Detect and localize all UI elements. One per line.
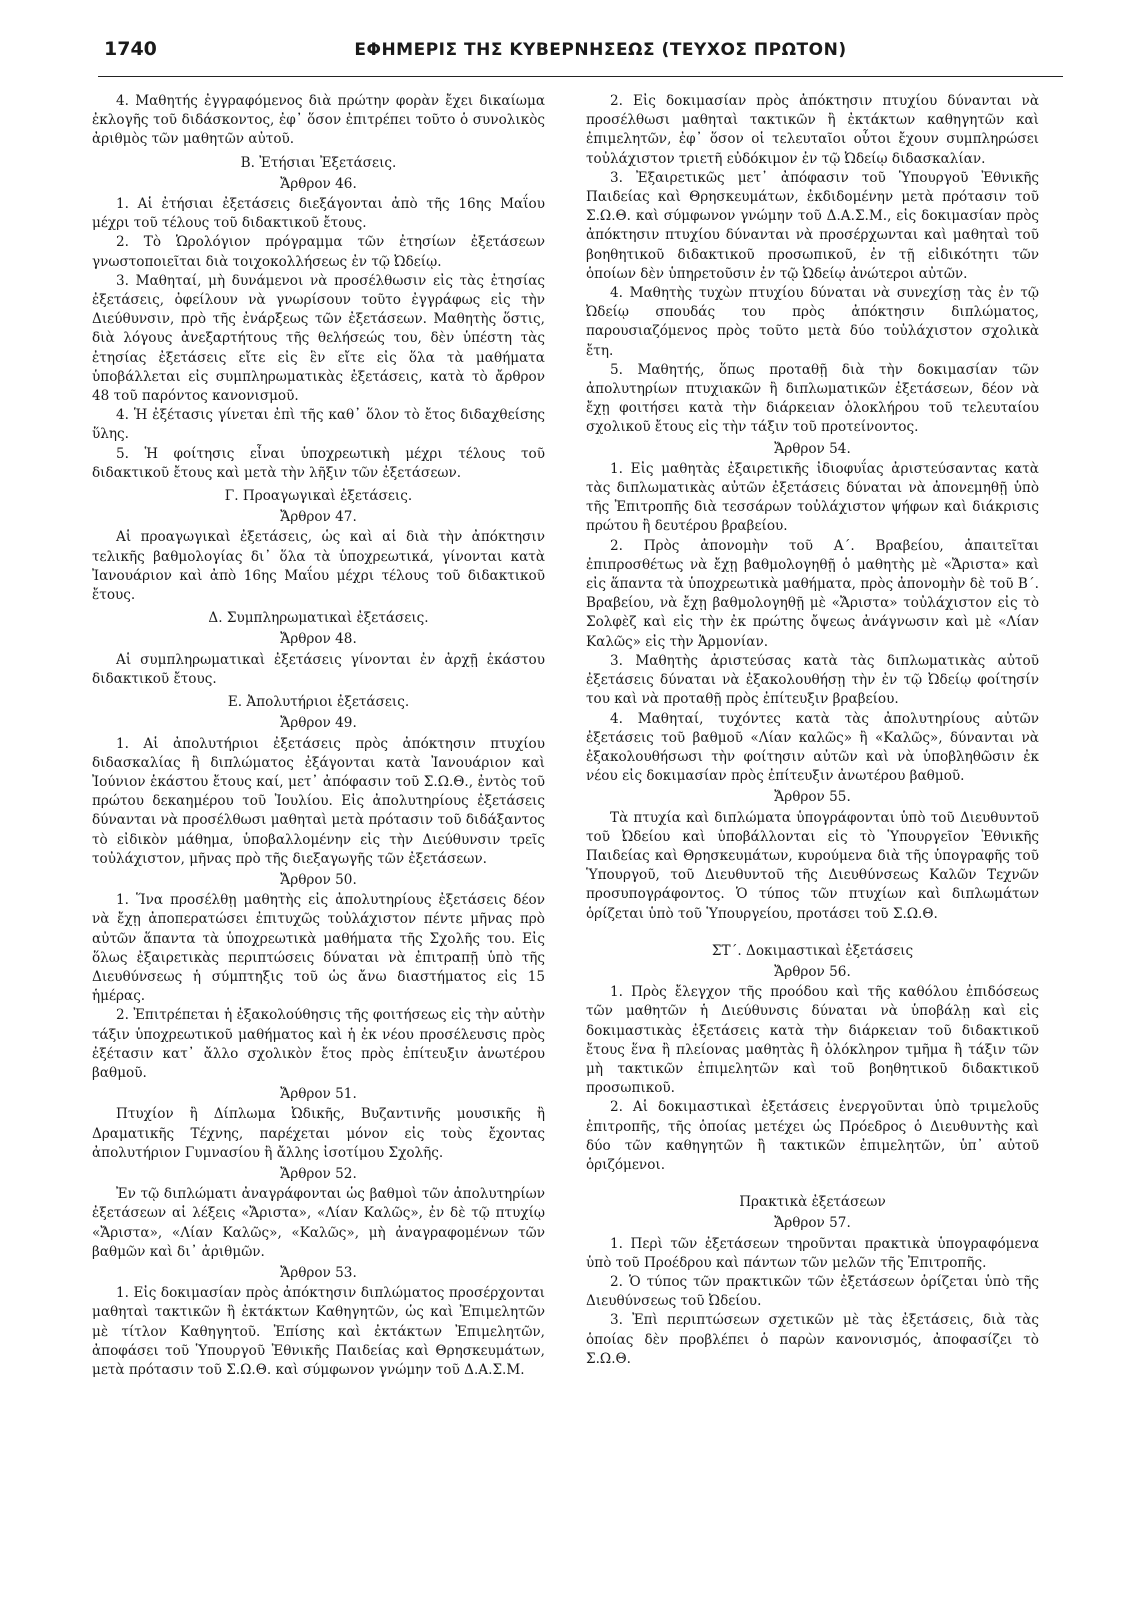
article-heading: Ἄρθρον 47.: [280, 509, 357, 526]
paragraph: 2. Πρὸς ἀπονομὴν τοῦ Α΄. Βραβείου, ἀπαιτεῖται ἐπιπροσθέτως νὰ ἔχῃ βαθμολογηθῇ ὁ μαθητὴς μὲ «Ἄριστα» καὶ εἰς ἅπαντα τὰ ὑποχρεωτικὰ μαθήματα, πρὸς ἀπονομὴν δὲ τοῦ Β΄. Βραβείου, νὰ ἔχῃ βαθμολογηθῇ μὲ «Ἄριστα» τοὐλάχιστον εἰς τὸ Σολφὲζ καὶ εἰς τὴν ἐκ πρώτης ὄψεως ἀνάγνωσιν καὶ μὲ «Λίαν Καλῶς» εἰς τὴν Ἁρμονίαν.: [586, 537, 1039, 650]
paragraph: 1. Πρὸς ἔλεγχον τῆς προόδου καὶ τῆς καθόλου ἐπιδόσεως τῶν μαθητῶν ἡ Διεύθυνσις δύναται νὰ ὑποβάλῃ καὶ εἰς δοκιμαστικὰς ἐξετάσεις κατὰ τὴν διάρκειαν τοῦ διδακτικοῦ ἔτους ἕνα ἢ πλείονας μαθητὰς ἢ ὁλόκληρον τμῆμα ἢ τάξιν τῶν μὴ τακτικῶν ἐπιμελητῶν καὶ τοῦ βοηθητικοῦ διδακτικοῦ προσωπικοῦ.: [586, 984, 1039, 1097]
paragraph: Αἱ συμπληρωματικαὶ ἐξετάσεις γίνονται ἐν ἀρχῇ ἑκάστου διδακτικοῦ ἔτους.: [92, 651, 545, 687]
paragraph: 2. Εἰς δοκιμασίαν πρὸς ἀπόκτησιν πτυχίου δύνανται νὰ προσέλθωσι μαθηταὶ τακτικῶν ἢ ἐκτάκτων καθηγητῶν καὶ ἐπιμελητῶν, ἐφ᾽ ὅσον οἱ τελευταῖοι οὗτοι ἔχουν συμπληρώσει τοὐλάχιστον τριετῆ εὐδόκιμον ἐν τῷ Ὠδείῳ διδασκαλίαν.: [586, 93, 1039, 167]
right-column: [586, 92, 1039, 1369]
paragraph: 1. Αἱ ἐτήσιαι ἐξετάσεις διεξάγονται ἀπὸ τῆς 16ης Μαΐου μέχρι τοῦ τέλους τοῦ διδακτικοῦ ἔτους.: [92, 196, 545, 232]
article-heading: Ἄρθρον 49.: [280, 715, 357, 732]
paragraph: 2. Ἐπιτρέπεται ἡ ἐξακολούθησις τῆς φοιτήσεως εἰς τὴν αὐτὴν τάξιν ὑποχρεωτικοῦ μαθήματος καὶ ἡ ἐκ νέου προσέλευσις πρὸς ἐξέτασιν κατ᾽ ἄλλο σχολικὸν ἔτος πρὸς ἐπίτευξιν ἀνωτέρου βαθμοῦ.: [92, 1007, 545, 1081]
article-heading: Ἄρθρον 54.: [774, 440, 851, 457]
article-heading: Ἄρθρον 57.: [774, 1215, 851, 1232]
paragraph: 3. Μαθηταί, μὴ δυνάμενοι νὰ προσέλθωσιν εἰς τὰς ἐτησίας ἐξετάσεις, ὀφείλουν νὰ γνωρίσουν τοῦτο ἐγγράφως εἰς τὴν Διεύθυνσιν, πρὸ τῆς ἐνάρξεως τῶν ἐξετάσεων. Μαθητὴς ὅστις, διὰ λόγους ἀνεξαρτήτους τῆς θελήσεώς του, δὲν ὑπέστη τὰς ἐτησίας ἐξετάσεις εἴτε εἰς ἓν εἴτε εἰς ὅλα τὰ μαθήματα ὑποβάλλεται εἰς συμπληρωματικὰς ἐξετάσεις, κατὰ τὸ ἄρθρον 48 τοῦ παρόντος κανονισμοῦ.: [92, 272, 545, 405]
paragraph: Πτυχίον ἢ Δίπλωμα Ὠδικῆς, Βυζαντινῆς μουσικῆς ἢ Δραματικῆς Τέχνης, παρέχεται μόνον εἰς τοὺς ἔχοντας ἀπολυτήριον Γυμνασίου ἢ ἄλλης ἰσοτίμου Σχολῆς.: [92, 1106, 545, 1161]
left-column: [92, 92, 545, 1380]
article-heading: Ἄρθρον 48.: [280, 631, 357, 648]
article-heading: Ἄρθρον 50.: [280, 871, 357, 888]
paragraph: 2. Αἱ δοκιμαστικαὶ ἐξετάσεις ἐνεργοῦνται ὑπὸ τριμελοῦς ἐπιτροπῆς, τῆς ὁποίας μετέχει ὡς Πρόεδρος ὁ Διευθυντὴς καὶ δύο τῶν καθηγητῶν ἢ τακτικῶν ἐπιμελητῶν, ὑπ᾽ αὐτοῦ ὁριζόμενοι.: [586, 1099, 1039, 1173]
paragraph: 1. Περὶ τῶν ἐξετάσεων τηροῦνται πρακτικὰ ὑπογραφόμενα ὑπὸ τοῦ Προέδρου καὶ πάντων τῶν μελῶν τῆς Ἐπιτροπῆς.: [586, 1235, 1039, 1271]
section-heading: Ε. Ἀπολυτήριοι ἐξετάσεις.: [227, 694, 410, 711]
paragraph: Ἐν τῷ διπλώματι ἀναγράφονται ὡς βαθμοὶ τῶν ἀπολυτηρίων ἐξετάσεων αἱ λέξεις «Ἄριστα», «Λίαν Καλῶς», ἐν δὲ τῷ πτυχίῳ «Ἄριστα», «Λίαν Καλῶς», «Καλῶς», μὴ ἀναγραφομένων τῶν βαθμῶν καὶ δι᾽ ἀριθμῶν.: [92, 1186, 545, 1260]
article-heading: Ἄρθρον 53.: [280, 1264, 357, 1281]
section-heading: Δ. Συμπληρωματικαὶ ἐξετάσεις.: [208, 610, 429, 627]
section-heading: Πρακτικὰ ἐξετάσεων: [739, 1194, 886, 1211]
paragraph: 1. Εἰς δοκιμασίαν πρὸς ἀπόκτησιν διπλώματος προσέρχονται μαθηταὶ τακτικῶν ἢ ἐκτάκτων Καθηγητῶν, ὡς καὶ Ἐπιμελητῶν μὲ τίτλον Καθηγητοῦ. Ἐπίσης καὶ ἐκτάκτων Ἐπιμελητῶν, ἀποφάσει τοῦ Ὑπουργοῦ Ἐθνικῆς Παιδείας καὶ Θρησκευμάτων, μετὰ πρότασιν τοῦ Σ.Ω.Θ. καὶ σύμφωνον γνώμην τοῦ Δ.Α.Σ.Μ.: [92, 1285, 545, 1378]
paragraph: 3. Μαθητὴς ἀριστεύσας κατὰ τὰς διπλωματικὰς αὐτοῦ ἐξετάσεις δύναται νὰ ἐξακολουθήσῃ τὴν ἐν τῷ Ὠδείῳ φοίτησίν του καὶ νὰ προταθῇ πρὸς ἐπίτευξιν βραβείου.: [586, 652, 1039, 708]
paragraph: 2. Τὸ Ὡρολόγιον πρόγραμμα τῶν ἐτησίων ἐξετάσεων γνωστοποιεῖται διὰ τοιχοκολλήσεως ἐν τῷ Ὠδείῳ.: [92, 234, 545, 270]
paragraph: 1. Εἰς μαθητὰς ἐξαιρετικῆς ἰδιοφυΐας ἀριστεύσαντας κατὰ τὰς διπλωματικὰς αὐτῶν ἐξετάσεις δύναται νὰ ἀπονεμηθῇ ὑπὸ τῆς Ἐπιτροπῆς διὰ τεσσάρων τοὐλάχιστον ψήφων καὶ διάκρισις πρώτου ἢ δευτέρου βραβείου.: [586, 460, 1039, 535]
paragraph: 4. Ἡ ἐξέτασις γίνεται ἐπὶ τῆς καθ᾽ ὅλον τὸ ἔτος διδαχθείσης ὕλης.: [92, 407, 545, 443]
page-number: 1740: [104, 38, 157, 60]
paragraph: Τὰ πτυχία καὶ διπλώματα ὑπογράφονται ὑπὸ τοῦ Διευθυντοῦ τοῦ Ὠδείου καὶ ὑποβάλλονται εἰς τὸ Ὑπουργεῖον Ἐθνικῆς Παιδείας καὶ Θρησκευμάτων, κυρούμενα διὰ τῆς ὑπογραφῆς τοῦ Ὑπουργοῦ, τοῦ Διευθυντοῦ τῆς Διευθύνσεως Καλῶν Τεχνῶν προσυπογράφοντος. Ὁ τύπος τῶν πτυχίων καὶ διπλωμάτων ὁρίζεται ὑπὸ τοῦ Ὑπουργείου, προτάσει τοῦ Σ.Ω.Θ.: [586, 809, 1039, 922]
paragraph: 3. Ἐξαιρετικῶς μετ᾽ ἀπόφασιν τοῦ Ὑπουργοῦ Ἐθνικῆς Παιδείας καὶ Θρησκευμάτων, ἐκδιδομένην μετὰ πρότασιν τοῦ Σ.Ω.Θ. καὶ σύμφωνον γνώμην τοῦ Δ.Α.Σ.Μ., εἰς δοκιμασίαν πρὸς ἀπόκτησιν πτυχίου δύνανται νὰ προσέρχωνται καὶ μαθηταὶ τοῦ βοηθητικοῦ διδακτικοῦ προσωπικοῦ, ἐν τῇ εἰδικότητι τῶν ὁποίων δὲν ὑπηρετοῦσιν ἐν τῷ Ὠδείῳ ἀνώτεροι αὐτῶν.: [586, 169, 1039, 282]
paragraph: Αἱ προαγωγικαὶ ἐξετάσεις, ὡς καὶ αἱ διὰ τὴν ἀπόκτησιν τελικῆς βαθμολογίας δι᾽ ὅλα τὰ ὑποχρεωτικά, γίνονται κατὰ Ἰανουάριον καὶ ἀπὸ 16ης Μαΐου μέχρι τέλους τοῦ διδακτικοῦ ἔτους.: [92, 529, 545, 604]
article-heading: Ἄρθρον 55.: [774, 789, 851, 806]
paragraph: 3. Ἐπὶ περιπτώσεων σχετικῶν μὲ τὰς ἐξετάσεις, διὰ τὰς ὁποίας δὲν προβλέπει ὁ παρὼν κανονισμός, ἀποφασίζει τὸ Σ.Ω.Θ.: [586, 1312, 1039, 1367]
paragraph: 1. Αἱ ἀπολυτήριοι ἐξετάσεις πρὸς ἀπόκτησιν πτυχίου διδασκαλίας ἢ διπλώματος ἐξάγονται κατὰ Ἰανουάριον καὶ Ἰούνιον ἑκάστου ἔτους καί, μετ᾽ ἀπόφασιν τοῦ Σ.Ω.Θ., ἐντὸς τοῦ πρώτου δεκαημέρου τοῦ Ἰουλίου. Εἰς ἀπολυτηρίους ἐξετάσεις δύνανται νὰ προσέλθωσι μαθηταὶ μετὰ πρότασιν τοῦ διδάξαντος τὸ εἰδικὸν μάθημα, ὑποβαλλομένην εἰς τὴν Διεύθυνσιν τρεῖς τοὐλάχιστον, μῆνας πρὸ τῆς διεξαγωγῆς τῶν ἐξετάσεων.: [92, 735, 545, 867]
article-heading: Ἄρθρον 56.: [774, 963, 851, 980]
article-heading: Ἄρθρον 46.: [280, 175, 357, 192]
paragraph: 4. Μαθητὴς τυχὼν πτυχίου δύναται νὰ συνεχίσῃ τὰς ἐν τῷ Ὠδείῳ σπουδάς του πρὸς ἀπόκτησιν διπλώματος, παρουσιαζόμενος πρὸς τοῦτο μετὰ δύο τοὐλάχιστον σχολικὰ ἔτη.: [586, 285, 1039, 359]
paragraph: 2. Ὁ τύπος τῶν πρακτικῶν τῶν ἐξετάσεων ὁρίζεται ὑπὸ τῆς Διευθύνσεως τοῦ Ὠδείου.: [586, 1273, 1039, 1310]
section-heading: Γ. Προαγωγικαὶ ἐξετάσεις.: [224, 488, 413, 505]
paragraph: 5. Ἡ φοίτησις εἶναι ὑποχρεωτικὴ μέχρι τέλους τοῦ διδακτικοῦ ἔτους καὶ μετὰ τὴν λῆξιν τῶν ἐξετάσεων.: [92, 445, 545, 481]
section-heading: Β. Ἐτήσιαι Ἐξετάσεις.: [240, 154, 397, 171]
paragraph: 4. Μαθηταί, τυχόντες κατὰ τὰς ἀπολυτηρίους αὐτῶν ἐξετάσεις τοῦ βαθμοῦ «Λίαν καλῶς» ἢ «Καλῶς», δύνανται νὰ ἐξακολουθήσωσι τὴν φοίτησιν αὐτῶν καὶ νὰ ὑποβληθῶσιν ἐκ νέου εἰς δοκιμασίαν πρὸς ἐπίτευξιν ἀνωτέρου βαθμοῦ.: [586, 710, 1039, 785]
paragraph: 4. Μαθητής ἐγγραφόμενος διὰ πρώτην φορὰν ἔχει δικαίωμα ἐκλογῆς τοῦ διδάσκοντος, ἐφ᾽ ὅσον ἐπιτρέπει τοῦτο ὁ συνολικὸς ἀριθμὸς τῶν μαθητῶν αὐτοῦ.: [92, 93, 545, 148]
journal-title: ΕΦΗΜΕΡΙΣ ΤΗΣ ΚΥΒΕΡΝΗΣΕΩΣ (ΤΕΥΧΟΣ ΠΡΩΤΟΝ): [354, 40, 847, 60]
page-header: [98, 36, 1063, 77]
section-heading: ΣΤ΄. Δοκιμαστικαὶ ἐξετάσεις: [711, 942, 914, 959]
article-heading: Ἄρθρον 52.: [280, 1165, 357, 1182]
article-heading: Ἄρθρον 51.: [280, 1086, 357, 1103]
paragraph: 1. Ἵνα προσέλθῃ μαθητὴς εἰς ἀπολυτηρίους ἐξετάσεις δέον νὰ ἔχῃ ἀποπερατώσει ἐπιτυχῶς τοὐλάχιστον πέντε μῆνας πρὸ αὐτῶν ἅπαντα τὰ ὑποχρεωτικὰ μαθήματα τῆς Σχολῆς του. Εἰς ὅλως ἐξαιρετικὰς περιπτώσεις δύναται νὰ ἐπιτραπῇ ὑπὸ τῆς Διευθύνσεως ἡ σύμπτηξις τοῦ ὡς ἄνω διαστήματος εἰς 15 ἡμέρας.: [92, 892, 545, 1005]
paragraph: 5. Μαθητής, ὅπως προταθῇ διὰ τὴν δοκιμασίαν τῶν ἀπολυτηρίων πτυχιακῶν ἢ διπλωματικῶν ἐξετάσεων, δέον νὰ ἔχῃ φοιτήσει κατὰ τὴν διάρκειαν ὁλοκλήρου τοῦ τελευταίου σχολικοῦ ἔτους εἰς τὴν τάξιν τοῦ προτείνοντος.: [586, 361, 1039, 436]
